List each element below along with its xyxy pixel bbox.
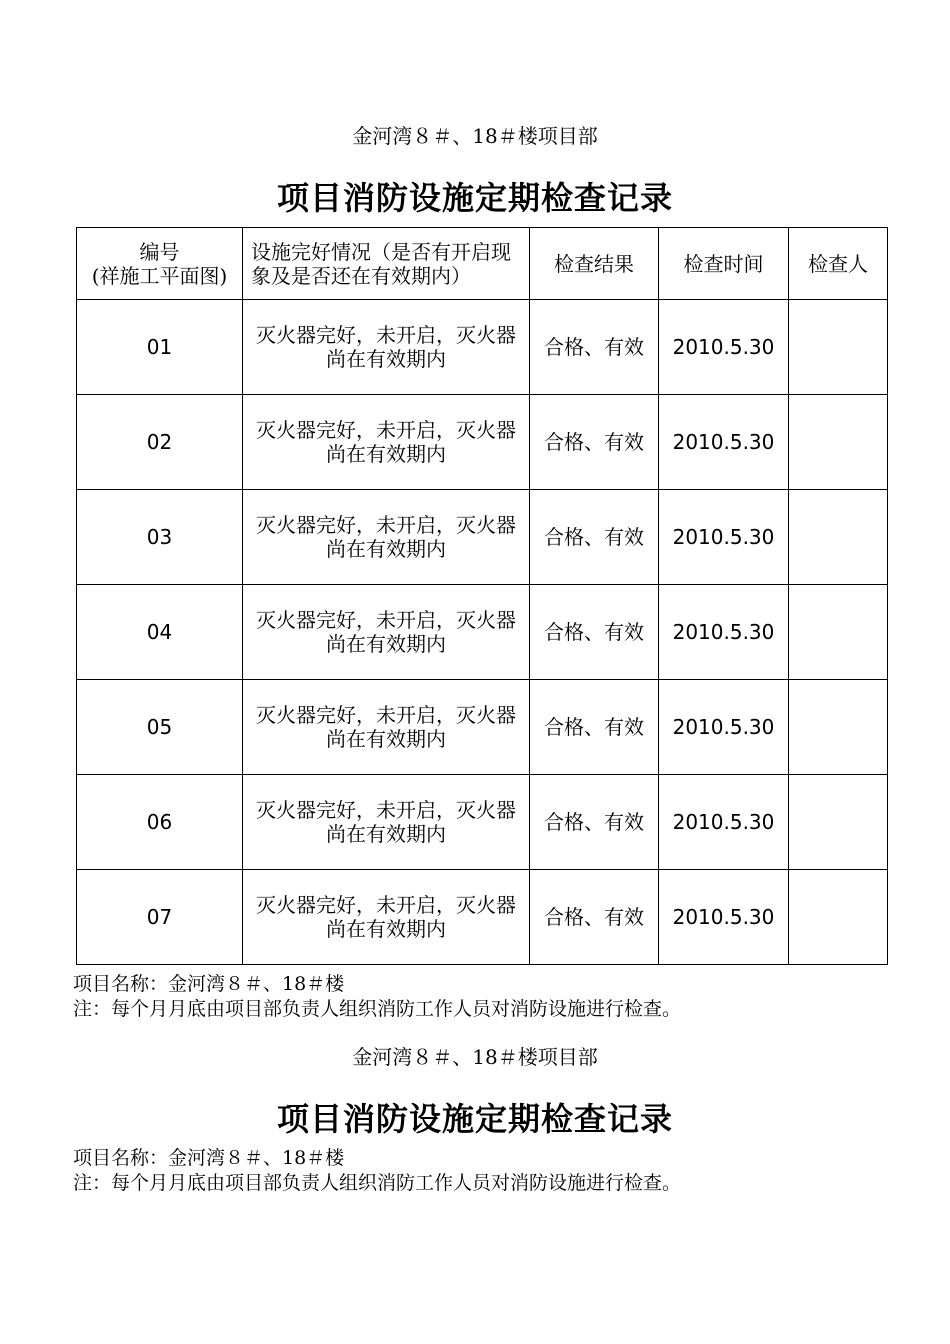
table-row	[77, 585, 888, 680]
header-condition: 设施完好情况（是否有开启现象及是否还在有效期内）	[243, 228, 530, 300]
row-inspector	[789, 585, 888, 680]
table-row	[77, 870, 888, 965]
row-id: 06	[77, 775, 243, 870]
row-inspector	[789, 490, 888, 585]
row-inspector	[789, 775, 888, 870]
company-heading-2: 金河湾８＃、18＃楼项目部	[352, 1045, 598, 1069]
table-header-row	[77, 228, 888, 300]
project-name: 项目名称：金河湾８＃、18＃楼	[73, 973, 345, 995]
row-inspector	[789, 870, 888, 965]
table-row	[77, 300, 888, 395]
row-result: 合格、有效	[530, 300, 659, 395]
row-id: 07	[77, 870, 243, 965]
row-date: 2010.5.30	[659, 585, 789, 680]
header-id-line2: (祥施工平面图)	[91, 263, 228, 288]
row-date: 2010.5.30	[659, 395, 789, 490]
project-name-2: 项目名称：金河湾８＃、18＃楼	[73, 1147, 345, 1169]
row-id: 01	[77, 300, 243, 395]
row-result: 合格、有效	[530, 585, 659, 680]
row-inspector	[789, 300, 888, 395]
table-row	[77, 395, 888, 490]
company-heading: 金河湾８＃、18＃楼项目部	[352, 124, 598, 148]
row-condition: 灭火器完好，未开启，灭火器尚在有效期内	[243, 680, 530, 775]
row-condition: 灭火器完好，未开启，灭火器尚在有效期内	[243, 395, 530, 490]
inspection-note: 注：每个月月底由项目部负责人组织消防工作人员对消防设施进行检查。	[73, 998, 682, 1020]
row-result: 合格、有效	[530, 680, 659, 775]
row-id: 04	[77, 585, 243, 680]
row-date: 2010.5.30	[659, 490, 789, 585]
row-inspector	[789, 395, 888, 490]
record-title: 项目消防设施定期检查记录	[276, 179, 673, 217]
row-condition: 灭火器完好，未开启，灭火器尚在有效期内	[243, 585, 530, 680]
row-inspector	[789, 680, 888, 775]
row-date: 2010.5.30	[659, 775, 789, 870]
row-condition: 灭火器完好，未开启，灭火器尚在有效期内	[243, 775, 530, 870]
table-row	[77, 490, 888, 585]
table-row	[77, 680, 888, 775]
inspection-table	[76, 227, 888, 965]
header-inspector: 检查人	[789, 228, 888, 300]
header-date: 检查时间	[659, 228, 789, 300]
header-id	[77, 228, 243, 300]
row-result: 合格、有效	[530, 870, 659, 965]
row-date: 2010.5.30	[659, 300, 789, 395]
header-id-line1: 编号	[139, 239, 180, 264]
record-title-2: 项目消防设施定期检查记录	[276, 1100, 673, 1138]
row-result: 合格、有效	[530, 775, 659, 870]
row-id: 05	[77, 680, 243, 775]
row-condition: 灭火器完好，未开启，灭火器尚在有效期内	[243, 300, 530, 395]
row-condition: 灭火器完好，未开启，灭火器尚在有效期内	[243, 490, 530, 585]
row-id: 02	[77, 395, 243, 490]
row-result: 合格、有效	[530, 490, 659, 585]
row-id: 03	[77, 490, 243, 585]
row-date: 2010.5.30	[659, 680, 789, 775]
row-result: 合格、有效	[530, 395, 659, 490]
row-condition: 灭火器完好，未开启，灭火器尚在有效期内	[243, 870, 530, 965]
header-result: 检查结果	[530, 228, 659, 300]
inspection-note-2: 注：每个月月底由项目部负责人组织消防工作人员对消防设施进行检查。	[73, 1172, 682, 1194]
row-date: 2010.5.30	[659, 870, 789, 965]
table-row	[77, 775, 888, 870]
